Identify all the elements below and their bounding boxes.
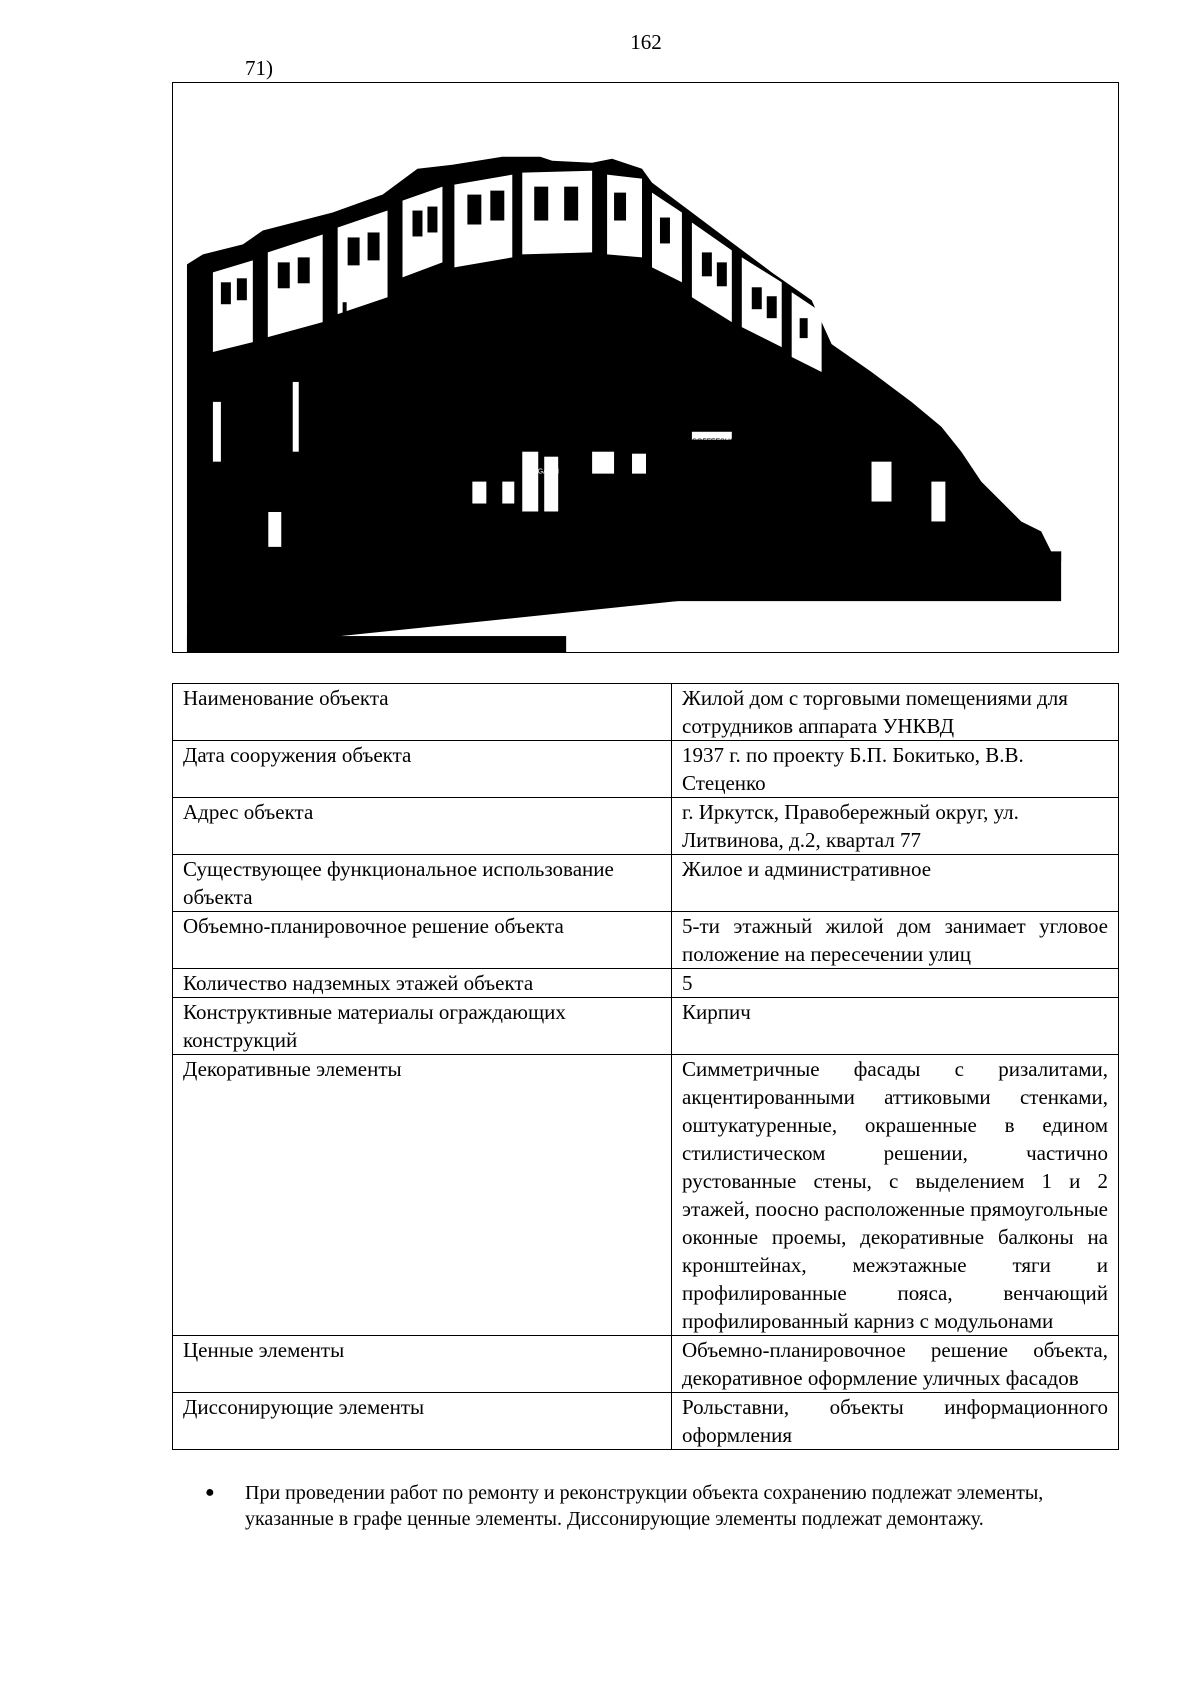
row-label: Дата сооружения объекта <box>173 741 672 798</box>
building-illustration <box>173 83 1118 652</box>
table-row <box>173 741 1119 798</box>
row-label: Адрес объекта <box>173 798 672 855</box>
table-row <box>173 998 1119 1055</box>
table-row <box>173 1055 1119 1336</box>
row-value: Жилой дом с торговыми помещениями для сотрудников аппарата УНКВД <box>672 684 1119 741</box>
table-row <box>173 969 1119 998</box>
row-value: 1937 г. по проекту Б.П. Бокитько, В.В. Стеценко <box>672 741 1119 798</box>
table-row <box>173 798 1119 855</box>
row-value: 5 <box>672 969 1119 998</box>
row-label: Декоративные элементы <box>173 1055 672 1336</box>
table-row <box>173 855 1119 912</box>
signage-coffee: COFFEESHOP COMPANY <box>691 438 777 446</box>
row-value: Жилое и административное <box>672 855 1119 912</box>
note-text: При проведении работ по ремонту и реконструкции объекта сохранению подлежат элементы, указанные в графе ценные элементы. Диссонирующие элементы подлежат демонтажу. <box>245 1482 1044 1530</box>
building-photo <box>172 82 1119 653</box>
object-info-table <box>172 683 1119 1450</box>
lamppost <box>343 302 347 601</box>
utility-box <box>268 511 282 547</box>
row-label: Количество надземных этажей объекта <box>173 969 672 998</box>
row-value: 5-ти этажный жилой дом занимает угловое положение на пересечении улиц <box>672 912 1119 969</box>
row-label: Конструктивные материалы ограждающих конструкций <box>173 998 672 1055</box>
row-value: Рольставни, объекты информационного оформления <box>672 1393 1119 1450</box>
bullet-icon: ● <box>205 1484 215 1501</box>
row-value: Симметричные фасады с ризалитами, акцентированными аттиковыми стенками, оштукатуренные, окрашенные в едином стилистическом решении, частично рустованные стены, с выделением 1 и 2 этажей, поосно расположенные прямоугольные оконные проемы, декоративные балконы на кронштейнах, межэтажные тяги и профилированные пояса, венчающий профилированный карниз с модульонами <box>672 1055 1119 1336</box>
table-row <box>173 684 1119 741</box>
row-label: Наименование объекта <box>173 684 672 741</box>
page-number: 162 <box>630 30 662 54</box>
row-value: Кирпич <box>672 998 1119 1055</box>
row-value: Объемно-планировочное решение объекта, декоративное оформление уличных фасадов <box>672 1336 1119 1393</box>
table-row <box>173 912 1119 969</box>
item-number: 71) <box>245 56 273 80</box>
row-label: Объемно-планировочное решение объекта <box>173 912 672 969</box>
row-label: Существующее функциональное использование объекта <box>173 855 672 912</box>
row-label: Диссонирующие элементы <box>173 1393 672 1450</box>
row-value: г. Иркутск, Правобережный округ, ул. Литвинова, д.2, квартал 77 <box>672 798 1119 855</box>
table-row <box>173 1336 1119 1393</box>
table-row <box>173 1393 1119 1450</box>
notes <box>205 1480 1075 1532</box>
row-label: Ценные элементы <box>173 1336 672 1393</box>
signage-shop: MAGAZIN <box>527 468 560 476</box>
